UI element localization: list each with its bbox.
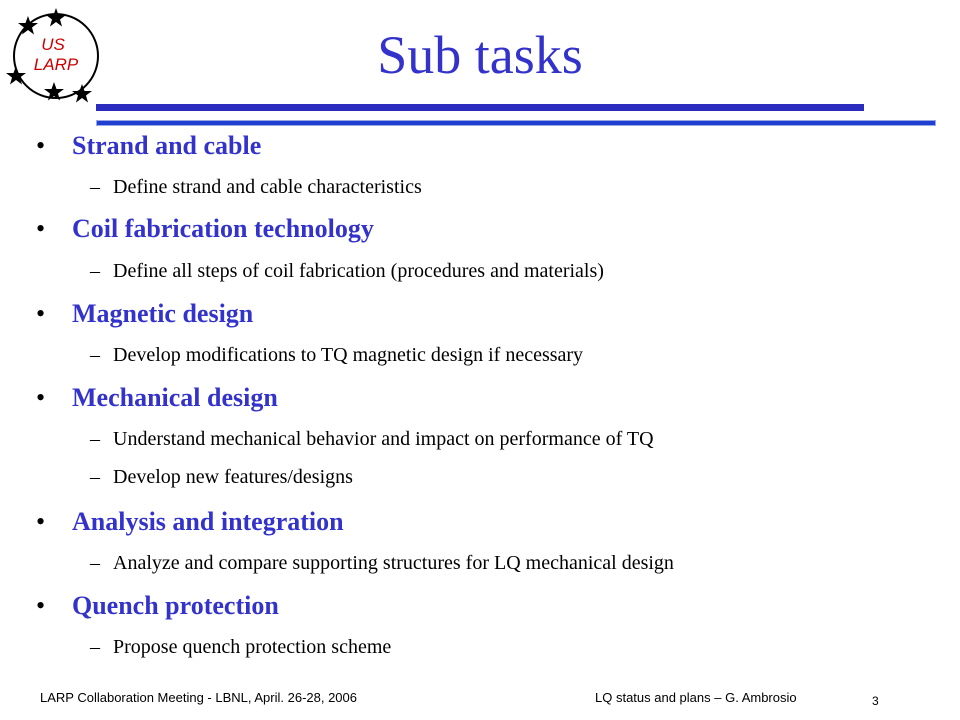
logo-text-larp: LARP — [33, 55, 79, 74]
section-heading: Coil fabrication technology — [72, 214, 374, 243]
bullet-marker: • — [36, 591, 46, 620]
logo-text-us: US — [41, 35, 65, 54]
sub-item-text: Define strand and cable characteristics — [113, 176, 422, 198]
bullet-marker: • — [36, 383, 46, 412]
sub-item-dash: – — [90, 344, 100, 366]
sub-item-text: Develop new features/designs — [113, 466, 353, 488]
section-heading: Quench protection — [72, 591, 279, 620]
footer-presenter: LQ status and plans – G. Ambrosio — [595, 690, 797, 705]
section-heading: Magnetic design — [72, 299, 254, 328]
section-heading: Mechanical design — [72, 383, 278, 412]
sub-item-dash: – — [90, 636, 100, 658]
sub-item-dash: – — [90, 552, 100, 574]
sub-item-dash: – — [90, 428, 100, 450]
page-number: 3 — [872, 694, 879, 708]
slide-title: Sub tasks — [377, 25, 583, 85]
section-heading: Analysis and integration — [72, 507, 344, 536]
bullet-marker: • — [36, 507, 46, 536]
sub-item-text: Define all steps of coil fabrication (procedures and materials) — [113, 260, 604, 282]
sub-item-text: Develop modifications to TQ magnetic design if necessary — [113, 344, 584, 366]
sub-item-text: Propose quench protection scheme — [113, 636, 392, 658]
sub-item-text: Understand mechanical behavior and impact on performance of TQ — [113, 428, 654, 450]
sub-item-text: Analyze and compare supporting structures for LQ mechanical design — [113, 552, 674, 574]
footer-meeting: LARP Collaboration Meeting - LBNL, April. 26-28, 2006 — [40, 690, 358, 705]
sub-item-dash: – — [90, 466, 100, 488]
section-heading: Strand and cable — [72, 131, 262, 160]
bullet-marker: • — [36, 131, 46, 160]
bullet-marker: • — [36, 214, 46, 243]
bullet-marker: • — [36, 299, 46, 328]
sub-item-dash: – — [90, 176, 100, 198]
sub-item-dash: – — [90, 260, 100, 282]
